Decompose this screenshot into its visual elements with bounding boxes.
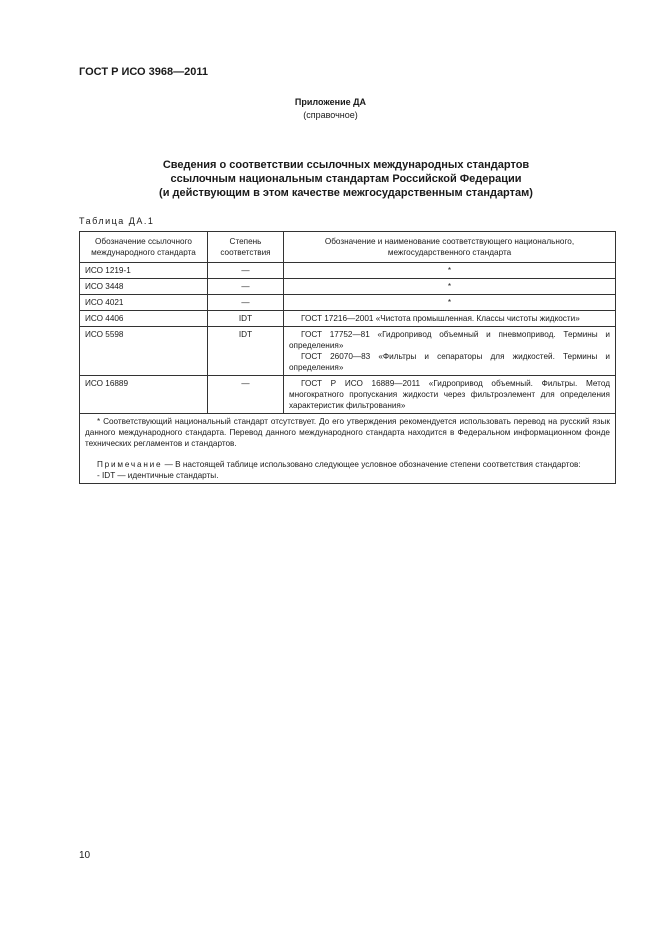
table-footnote-cell [80,414,616,484]
annex-subtitle: (справочное) [303,110,358,120]
note-item: - IDT — идентичные стандарты. [97,471,219,480]
national-standard-text: ГОСТ 17216—2001 «Чистота промышленная. Классы чистоты жидкости» [301,314,580,323]
degree-cell: — [208,279,284,295]
table-row [80,295,616,311]
iso-cell: ИСО 4021 [80,295,208,311]
degree-cell: — [208,263,284,279]
annex-title: Приложение ДА [294,97,367,107]
national-cell [284,376,616,414]
table-row [80,311,616,327]
note-paragraph [85,459,610,470]
national-cell: * [284,263,616,279]
table-label: Таблица ДА.1 [79,216,155,226]
table-row [80,327,616,376]
document-designation: ГОСТ Р ИСО 3968—2011 [79,66,209,78]
national-standard-text: ГОСТ Р ИСО 16889—2011 «Гидропривод объемный. Фильтры. Метод многократного пропускания жидкости через фильтроэлемент для определения характеристик фильтрования» [289,379,610,410]
national-standard-text: ГОСТ 26070—83 «Фильтры и сепараторы для жидкостей. Термины и определения» [289,352,610,372]
degree-cell: — [208,295,284,311]
header-degree: Степень соответствия [208,232,284,263]
iso-cell: ИСО 1219-1 [80,263,208,279]
table-row [80,279,616,295]
table-header-row [80,232,616,263]
iso-cell: ИСО 16889 [80,376,208,414]
national-cell: * [284,279,616,295]
iso-cell: ИСО 4406 [80,311,208,327]
national-cell [284,327,616,376]
page-number: 10 [79,850,91,861]
table-row [80,263,616,279]
heading-line-2: ссылочным национальным стандартам Российской Федерации [170,173,522,185]
heading-line-3: (и действующим в этом качестве межгосударственным стандартам) [159,187,533,199]
annex-heading [0,158,661,200]
table-footer-row [80,414,616,484]
footnote-text: * Соответствующий национальный стандарт отсутствует. До его утверждения рекомендуется использовать перевод на русский язык данного международного стандарта. Перевод данного международного стандарта находится в Федеральном информационном фонде технических регламентов и стандартов. [85,417,610,448]
degree-cell: — [208,376,284,414]
header-iso-standard: Обозначение ссылочного международного стандарта [80,232,208,263]
note-text: — В настоящей таблице использовано следующее условное обозначение степени соответствия стандартов: [162,460,581,469]
national-standard-text: ГОСТ 17752—81 «Гидропривод объемный и пневмопривод. Термины и определения» [289,330,610,350]
note-label: Примечание [97,460,163,469]
degree-cell: IDT [208,327,284,376]
iso-cell: ИСО 5598 [80,327,208,376]
table-row [80,376,616,414]
heading-line-1: Сведения о соответствии ссылочных международных стандартов [162,159,530,171]
iso-cell: ИСО 3448 [80,279,208,295]
national-cell [284,311,616,327]
header-national-standard: Обозначение и наименование соответствующего национального, межгосударственного стандарта [284,232,616,263]
national-cell: * [284,295,616,311]
correspondence-table [79,231,616,484]
annex-block [0,96,661,122]
degree-cell: IDT [208,311,284,327]
